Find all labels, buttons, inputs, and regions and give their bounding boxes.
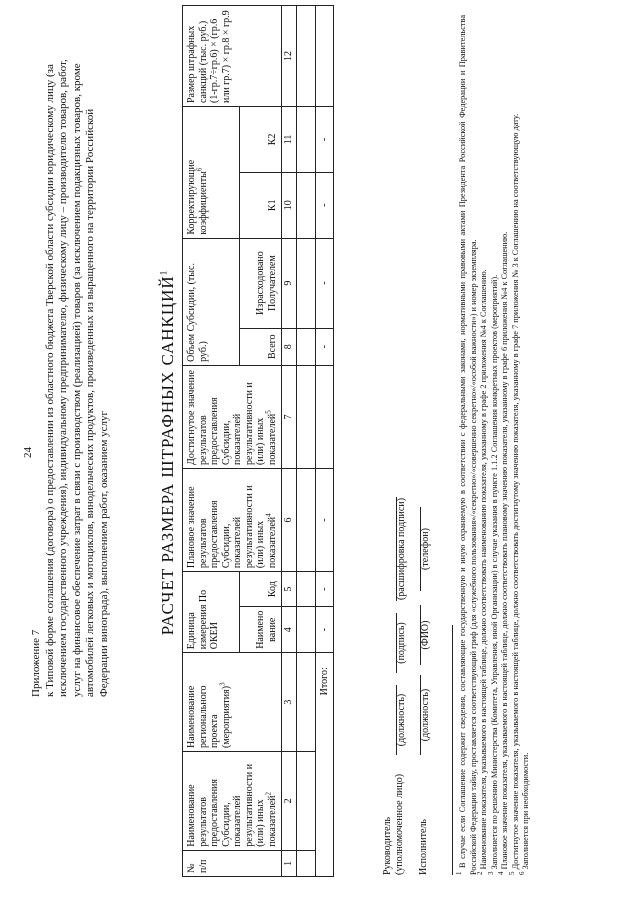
footnote-text: В случае если Соглашение содержит сведения, составляющие государственную и иную охраняемую в соответствии с федеральными законами, нормативными правовыми актами Президента Российской Федерации и Правительства Российской Федерации тайну, проставляется соответствующий гриф (для «служебного пользования»/«секретно»/«совершенно секретно»/«особой важности») и номер экземпляра. [458, 15, 478, 875]
header-volume-total: Всего [240, 328, 282, 365]
header-row-1 [183, 6, 240, 877]
header-coef [183, 107, 240, 239]
header-k2: К2 [240, 107, 282, 173]
footnote [455, 15, 479, 875]
executor-phone-caption: (телефон) [420, 528, 431, 570]
total-cell: - [315, 572, 334, 607]
data-cell [296, 365, 315, 468]
footnote-separator [452, 625, 453, 875]
header-project-note: 3 [218, 682, 227, 686]
index-cell: 3 [282, 653, 297, 752]
appendix-block [30, 57, 111, 697]
header-k1: К1 [240, 172, 282, 238]
index-cell: 5 [282, 572, 297, 607]
index-cell: 7 [282, 365, 297, 468]
footnote-text: Плановое значение показателя, указываемого в настоящей таблице, должно соответствовать плановому значению показателя, указанному в графе 6 приложения №4 к Соглашению. [500, 231, 509, 870]
footnote [518, 15, 532, 875]
total-cell: - [315, 607, 334, 653]
index-cell: 6 [282, 468, 297, 571]
footnote-number: 1 [455, 871, 464, 875]
total-cell: - [315, 238, 334, 328]
footnote-number: 5 [507, 871, 516, 875]
index-cell: 11 [282, 107, 297, 173]
footnote-number: 2 [476, 871, 485, 875]
header-achieved [183, 365, 282, 468]
header-project [183, 653, 282, 752]
total-row [315, 6, 334, 877]
total-cell: - [315, 107, 334, 173]
data-cell [296, 468, 315, 571]
total-label: Итого: [315, 653, 334, 877]
head-decoding-caption: (расшифровка подписи) [396, 497, 407, 601]
index-cell: 10 [282, 172, 297, 238]
header-result-name-text: Наименование результатов предоставления Субсидии, показателей результативности и (или) иных показателей [186, 763, 278, 847]
head-position-caption: (должность) [396, 693, 407, 747]
data-cell [296, 328, 315, 365]
index-cell: 2 [282, 751, 297, 850]
footnote-text: Наименование показателя, указываемого в настоящей таблице, должно соответствовать наименованию показателя, указанному в графе 2 приложения №4 к Соглашению. [479, 269, 488, 870]
data-cell [296, 107, 315, 173]
index-cell: 1 [282, 850, 297, 876]
page-number: 24 [22, 447, 34, 458]
header-unit-code: Код [240, 572, 282, 607]
data-cell [296, 607, 315, 653]
header-achieved-text: Достигнутое значение результатов предоставления Субсидии, показателей результативности и (или) иных показателей [186, 370, 278, 465]
header-result-name-note: 2 [264, 791, 273, 796]
index-cell: 4 [282, 607, 297, 653]
footnote-text: Достигнутое значение показателя, указываемого в настоящей таблице, должно соответствовать достигнутому значению показателя, указанному в графе 7 приложения № 3 к Соглашению на соответствующую дату. [510, 113, 520, 870]
executor-position-caption: (должность) [420, 688, 431, 742]
index-cell: 12 [282, 6, 297, 107]
total-cell: - [315, 468, 334, 571]
header-coef-note: 6 [195, 167, 204, 172]
header-num: № п/п [183, 850, 282, 876]
header-planned [183, 468, 282, 571]
footnote-number: 4 [497, 871, 506, 875]
executor-label: Исполнитель [418, 819, 429, 875]
footnote [497, 15, 511, 875]
head-signature-caption: (подпись) [396, 622, 407, 664]
index-cell: 8 [282, 328, 297, 365]
index-cell: 9 [282, 238, 297, 328]
total-cell: - [315, 172, 334, 238]
data-cell [296, 850, 315, 876]
title-text: РАСЧЕТ РАЗМЕРА ШТРАФНЫХ САНКЦИЙ [158, 275, 177, 636]
header-unit-name: Наимено вание [240, 607, 282, 653]
header-unit: Единица измерения По ОКЕИ [183, 572, 240, 653]
header-coef-text: Корректирующие коэффициенты [186, 159, 209, 235]
header-achieved-note: 5 [264, 410, 273, 414]
total-cell [315, 6, 334, 107]
footnote-number: 3 [486, 871, 495, 875]
footnote-text: Заполняется при необходимости. [521, 752, 530, 870]
data-cell [296, 751, 315, 850]
footnote [476, 15, 490, 875]
data-cell [296, 653, 315, 752]
head-label: Руководитель (уполномоченное лицо) [382, 773, 405, 875]
index-row [282, 6, 297, 877]
appendix-label: Приложение 7 [30, 629, 42, 697]
data-cell [296, 238, 315, 328]
footnote-text: Заполняется по решению Министерства (Комитета, Управления, иной Организации) в случае указания в пункте 1.1.2 Соглашения конкретных проектов (мероприятий). [489, 274, 499, 870]
document-title [158, 0, 178, 905]
footnote [507, 15, 522, 875]
header-project-text: Наименование регионального проекта (мероприятия) [186, 685, 232, 748]
appendix-text: к Типовой форме соглашения (договора) о предоставлении из областного бюджета Тверской области субсидии юридическому лицу (за исключением государственного учреждения), индивидуальному предпринимателю, физическому лицу – производителю товаров, работ, услуг на финансовое обеспечение затрат в связи с производством (реализацией) товаров (за исключением подакцизных товаров, кроме автомобилей легковых и мотоциклов, винодельческих продуктов, произведенных из выращенного на территории Российской Федерации винограда), выполнением работ, оказанием услуг [43, 59, 110, 697]
data-cell [296, 172, 315, 238]
data-cell [296, 572, 315, 607]
data-cell [296, 6, 315, 107]
total-cell [315, 365, 334, 468]
header-planned-note: 4 [264, 513, 273, 517]
data-row [296, 6, 315, 877]
header-volume: Объем Субсидии, (тыс. руб.) [183, 238, 240, 365]
header-planned-text: Плановое значение результатов предоставления Субсидии, показателей результативности и (или) иных показателей [186, 485, 278, 569]
header-volume-spent: Израсходовано Получателем [240, 238, 282, 328]
header-penalty: Размер штрафных санкций (тыс. руб.) (1-гр.7÷гр.6) × (гр.6 или гр.7) × гр.8 × гр.9 [183, 6, 282, 107]
footnote-number: 6 [518, 871, 527, 875]
penalty-table [182, 5, 334, 877]
header-result-name [183, 751, 282, 850]
footnote [486, 15, 501, 875]
total-cell: - [315, 328, 334, 365]
footnotes [455, 15, 532, 875]
executor-fio-caption: (ФИО) [420, 620, 431, 650]
title-note: 1 [158, 269, 169, 276]
